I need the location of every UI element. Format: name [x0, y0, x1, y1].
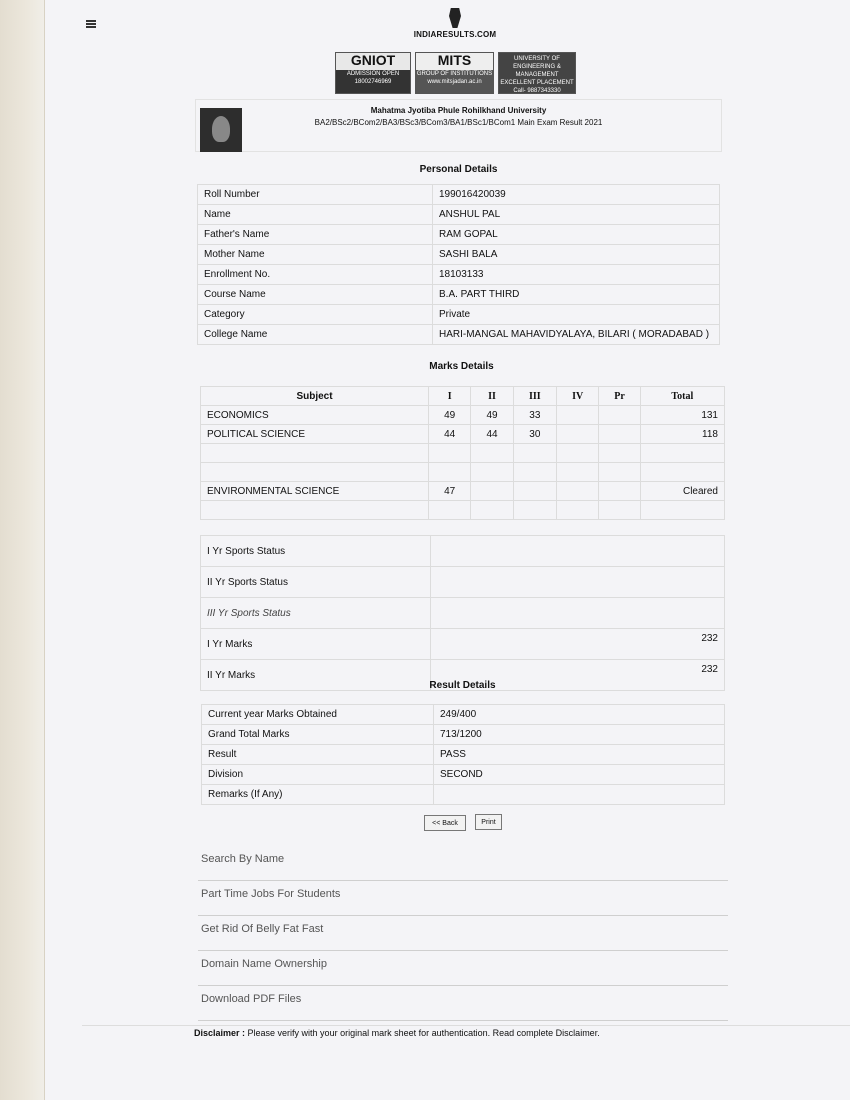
link-download-pdf[interactable]: Download PDF Files: [198, 986, 728, 1021]
mark-cell: [471, 501, 513, 520]
table-row: [198, 245, 720, 265]
field-value: ANSHUL PAL: [433, 205, 720, 225]
subject-name: [201, 444, 429, 463]
sports-row: [201, 567, 725, 598]
marks-row: [201, 425, 725, 444]
link-domain-ownership[interactable]: Domain Name Ownership: [198, 951, 728, 986]
field-label: Remarks (If Any): [202, 785, 434, 805]
mark-cell: [599, 425, 640, 444]
back-button[interactable]: << Back: [424, 815, 466, 831]
field-label: College Name: [198, 325, 433, 345]
column-header: Total: [640, 387, 724, 406]
mark-cell: [513, 482, 556, 501]
field-value: Private: [433, 305, 720, 325]
marks-table: [200, 386, 725, 520]
field-label: Division: [202, 765, 434, 785]
sports-row: [201, 598, 725, 629]
ad-line: EXCELLENT PLACEMENT: [500, 80, 574, 86]
field-label: Result: [202, 745, 434, 765]
field-label: III Yr Sports Status: [201, 598, 431, 629]
link-search-by-name[interactable]: Search By Name: [198, 846, 728, 881]
result-details-table: [201, 704, 725, 805]
disclaimer-label: Disclaimer :: [194, 1028, 246, 1038]
mark-cell: 131: [640, 406, 724, 425]
table-row: [198, 325, 720, 345]
university-name: Mahatma Jyotiba Phule Rohilkhand University: [370, 106, 547, 115]
column-header: III: [513, 387, 556, 406]
mark-cell: [471, 482, 513, 501]
result-details-heading: Result Details: [429, 680, 496, 691]
link-part-time-jobs[interactable]: Part Time Jobs For Students: [198, 881, 728, 916]
field-label: II Yr Sports Status: [201, 567, 431, 598]
marks-row: [201, 463, 725, 482]
ad-line: GROUP OF INSTITUTIONS: [416, 71, 493, 77]
field-value: SASHI BALA: [433, 245, 720, 265]
field-value: [434, 785, 725, 805]
table-row: [198, 185, 720, 205]
mark-cell: [557, 444, 599, 463]
personal-details-heading: Personal Details: [419, 164, 498, 175]
mark-cell: [640, 444, 724, 463]
column-header: I: [429, 387, 471, 406]
personal-details-table: [197, 184, 720, 345]
mark-cell: 47: [429, 482, 471, 501]
marks-details-heading: Marks Details: [429, 361, 494, 372]
mark-cell: [599, 482, 640, 501]
field-value: [431, 598, 725, 629]
mark-cell: 49: [429, 406, 471, 425]
print-button[interactable]: Print: [475, 814, 502, 830]
field-label: Father's Name: [198, 225, 433, 245]
table-row: [198, 225, 720, 245]
ad-line: www.mitsjadan.ac.in: [427, 79, 482, 85]
field-value: [431, 536, 725, 567]
university-header: [195, 99, 722, 152]
table-row: [198, 305, 720, 325]
mark-cell: 44: [471, 425, 513, 444]
sports-row: [201, 536, 725, 567]
field-value: HARI-MANGAL MAHAVIDYALAYA, BILARI ( MORADABAD ): [433, 325, 720, 345]
mark-cell: [471, 444, 513, 463]
mark-cell: [557, 501, 599, 520]
mark-cell: [640, 463, 724, 482]
link-belly-fat[interactable]: Get Rid Of Belly Fat Fast: [198, 916, 728, 951]
mark-cell: [640, 501, 724, 520]
ad-banner-uem[interactable]: [498, 52, 576, 94]
marks-row: [201, 501, 725, 520]
mark-cell: [557, 482, 599, 501]
marks-row: [201, 406, 725, 425]
field-value: B.A. PART THIRD: [433, 285, 720, 305]
result-row: [202, 725, 725, 745]
column-header: IV: [557, 387, 599, 406]
mark-cell: [429, 444, 471, 463]
subject-name: ENVIRONMENTAL SCIENCE: [201, 482, 429, 501]
field-value: [431, 567, 725, 598]
column-header: Subject: [201, 387, 429, 406]
site-logo-icon: [449, 8, 461, 28]
site-name: INDIARESULTS.COM: [413, 30, 497, 39]
field-value: 232: [431, 629, 725, 660]
scan-paper-edge: [0, 0, 45, 1100]
mark-cell: [557, 463, 599, 482]
sports-table: [200, 535, 725, 691]
marks-row: [201, 444, 725, 463]
exam-title: BA2/BSc2/BCom2/BA3/BSc3/BCom3/BA1/BSc1/BCom1 Main Exam Result 2021: [314, 118, 603, 127]
result-row: [202, 765, 725, 785]
field-label: Mother Name: [198, 245, 433, 265]
mark-cell: [557, 406, 599, 425]
mark-cell: [599, 501, 640, 520]
result-row: [202, 745, 725, 765]
mark-cell: 118: [640, 425, 724, 444]
field-label: Grand Total Marks: [202, 725, 434, 745]
field-value: 199016420039: [433, 185, 720, 205]
divider: [82, 1025, 850, 1026]
result-row: [202, 705, 725, 725]
field-value: 249/400: [434, 705, 725, 725]
result-row: [202, 785, 725, 805]
ad-banners: [335, 52, 576, 94]
column-header: Pr: [599, 387, 640, 406]
related-links: [198, 846, 728, 1021]
ad-line: Call- 9887343330: [513, 88, 561, 94]
field-label: Enrollment No.: [198, 265, 433, 285]
field-value: SECOND: [434, 765, 725, 785]
mark-cell: 33: [513, 406, 556, 425]
field-value: 18103133: [433, 265, 720, 285]
field-label: Course Name: [198, 285, 433, 305]
site-logo[interactable]: [413, 8, 497, 39]
mark-cell: [599, 444, 640, 463]
mark-cell: [513, 463, 556, 482]
subject-name: [201, 463, 429, 482]
mark-cell: [513, 444, 556, 463]
field-label: Category: [198, 305, 433, 325]
field-label: Current year Marks Obtained: [202, 705, 434, 725]
table-row: [198, 285, 720, 305]
ad-title: GNIOT: [336, 53, 410, 70]
mark-cell: [513, 501, 556, 520]
mark-cell: Cleared: [640, 482, 724, 501]
ad-banner-gniot[interactable]: [335, 52, 411, 94]
marks-header-row: [201, 387, 725, 406]
mark-cell: 44: [429, 425, 471, 444]
disclaimer-text: Please verify with your original mark sheet for authentication. Read complete Disclaimer.: [245, 1028, 600, 1038]
field-value: PASS: [434, 745, 725, 765]
mark-cell: [557, 425, 599, 444]
mark-cell: 49: [471, 406, 513, 425]
subject-name: POLITICAL SCIENCE: [201, 425, 429, 444]
sports-row: [201, 629, 725, 660]
field-value: 232: [431, 660, 725, 691]
field-value: 713/1200: [434, 725, 725, 745]
disclaimer: [194, 1028, 600, 1038]
mark-cell: 30: [513, 425, 556, 444]
ad-title: MITS: [416, 53, 493, 70]
table-row: [198, 205, 720, 225]
ad-line: ADMISSION OPEN: [346, 71, 400, 77]
subject-name: [201, 501, 429, 520]
marks-row: [201, 482, 725, 501]
field-value: RAM GOPAL: [433, 225, 720, 245]
mark-cell: [429, 463, 471, 482]
field-label: I Yr Sports Status: [201, 536, 431, 567]
menu-icon[interactable]: [86, 20, 96, 28]
mark-cell: [599, 406, 640, 425]
field-label: Name: [198, 205, 433, 225]
ad-line: 18002746969: [354, 79, 392, 85]
ad-banner-mits[interactable]: [415, 52, 494, 94]
field-label: Roll Number: [198, 185, 433, 205]
field-label: I Yr Marks: [201, 629, 431, 660]
mark-cell: [429, 501, 471, 520]
subject-name: ECONOMICS: [201, 406, 429, 425]
field-label: II Yr Marks: [201, 660, 431, 691]
column-header: II: [471, 387, 513, 406]
table-row: [198, 265, 720, 285]
mark-cell: [599, 463, 640, 482]
ad-title: UNIVERSITY OF ENGINEERING & MANAGEMENT: [513, 56, 561, 78]
mark-cell: [471, 463, 513, 482]
